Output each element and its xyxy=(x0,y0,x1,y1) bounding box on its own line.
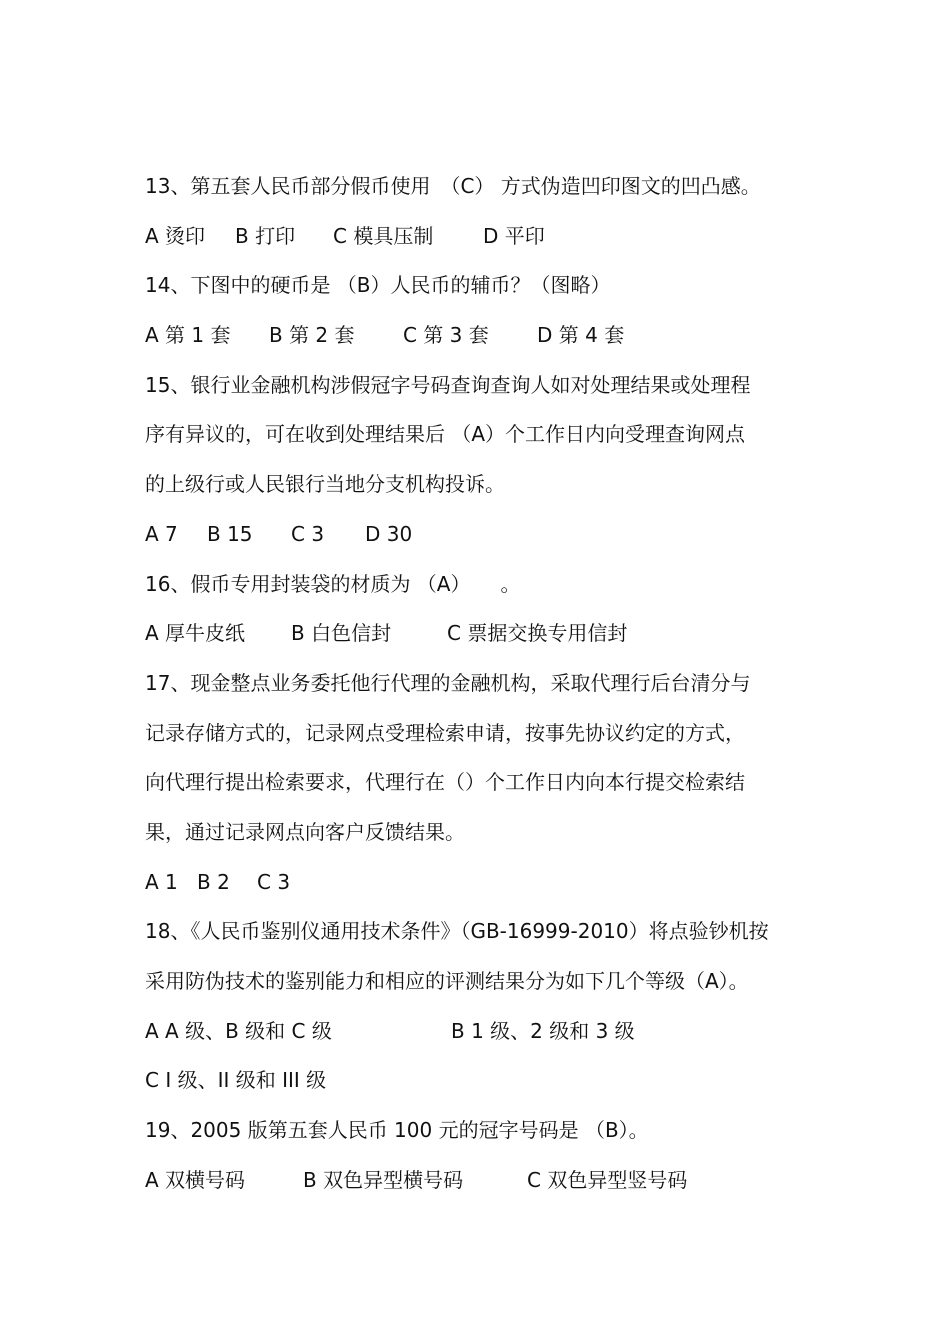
option-c: C 3 xyxy=(291,521,325,546)
option-c: C 双色异型竖号码 xyxy=(527,1167,688,1192)
question-16-options xyxy=(145,613,815,663)
option-c: C 票据交换专用信封 xyxy=(447,621,628,646)
question-15-options xyxy=(145,514,815,564)
question-14-options xyxy=(145,315,815,365)
option-c: C 3 xyxy=(257,869,291,894)
option-d: D 平印 xyxy=(483,223,545,248)
question-15-stem-line-1: 15、银行业金融机构涉假冠字号码查询查询人如对处理结果或处理程 xyxy=(145,372,751,397)
option-b: B 双色异型横号码 xyxy=(303,1167,464,1192)
question-18-stem-line-2: 采用防伪技术的鉴别能力和相应的评测结果分为如下几个等级（A）。 xyxy=(145,969,749,993)
option-b: B 第 2 套 xyxy=(269,323,355,348)
question-13-options xyxy=(145,216,815,266)
option-b: B 1 级、2 级和 3 级 xyxy=(451,1018,635,1043)
question-19-stem: 19、2005 版第五套人民币 100 元的冠字号码是 （B）。 xyxy=(145,1118,649,1143)
question-18-options-row-2 xyxy=(145,1060,815,1110)
question-17-options xyxy=(145,862,815,912)
question-18-options-row-1 xyxy=(145,1011,815,1061)
question-18-stem-line-1: 18、《人民币鉴别仪通用技术条件》（GB-16999-2010）将点验钞机按 xyxy=(145,919,769,944)
option-a: A 7 xyxy=(145,521,178,546)
question-17-stem-line-4: 果，通过记录网点向客户反馈结果。 xyxy=(145,819,465,844)
option-b: B 打印 xyxy=(235,223,296,248)
question-16-stem: 16、假币专用封装袋的材质为 （A） 。 xyxy=(145,571,521,596)
option-c: C 模具压制 xyxy=(333,223,434,248)
option-a: A A 级、B 级和 C 级 xyxy=(145,1018,332,1043)
question-17-stem-line-3: 向代理行提出检索要求，代理行在（）个工作日内向本行提交检索结 xyxy=(145,770,745,795)
question-15-stem-line-3: 的上级行或人民银行当地分支机构投诉。 xyxy=(145,472,505,497)
option-b: B 15 xyxy=(207,521,253,546)
option-a: A 烫印 xyxy=(145,223,206,248)
option-c: C I 级、II 级和 III 级 xyxy=(145,1068,327,1093)
option-b: B 白色信封 xyxy=(291,621,392,646)
option-a: A 厚牛皮纸 xyxy=(145,621,246,646)
option-b: B 2 xyxy=(197,869,230,894)
option-a: A 1 xyxy=(145,869,178,894)
question-19-options xyxy=(145,1160,815,1210)
question-17-stem-line-2: 记录存储方式的，记录网点受理检索申请，按事先协议约定的方式， xyxy=(145,720,745,745)
question-list xyxy=(145,166,815,1209)
option-d: D 30 xyxy=(365,521,413,546)
question-13-stem: 13、第五套人民币部分假币使用 （C） 方式伪造凹印图文的凹凸感。 xyxy=(145,174,761,198)
question-14-stem: 14、下图中的硬币是 （B）人民币的辅币？（图略） xyxy=(145,273,611,298)
question-15-stem-line-2: 序有异议的，可在收到处理结果后 （A）个工作日内向受理查询网点 xyxy=(145,422,746,447)
option-a: A 第 1 套 xyxy=(145,323,231,348)
option-c: C 第 3 套 xyxy=(403,323,489,348)
option-a: A 双横号码 xyxy=(145,1167,246,1192)
question-17-stem-line-1: 17、现金整点业务委托他行代理的金融机构，采取代理行后台清分与 xyxy=(145,670,751,695)
option-d: D 第 4 套 xyxy=(537,323,625,348)
